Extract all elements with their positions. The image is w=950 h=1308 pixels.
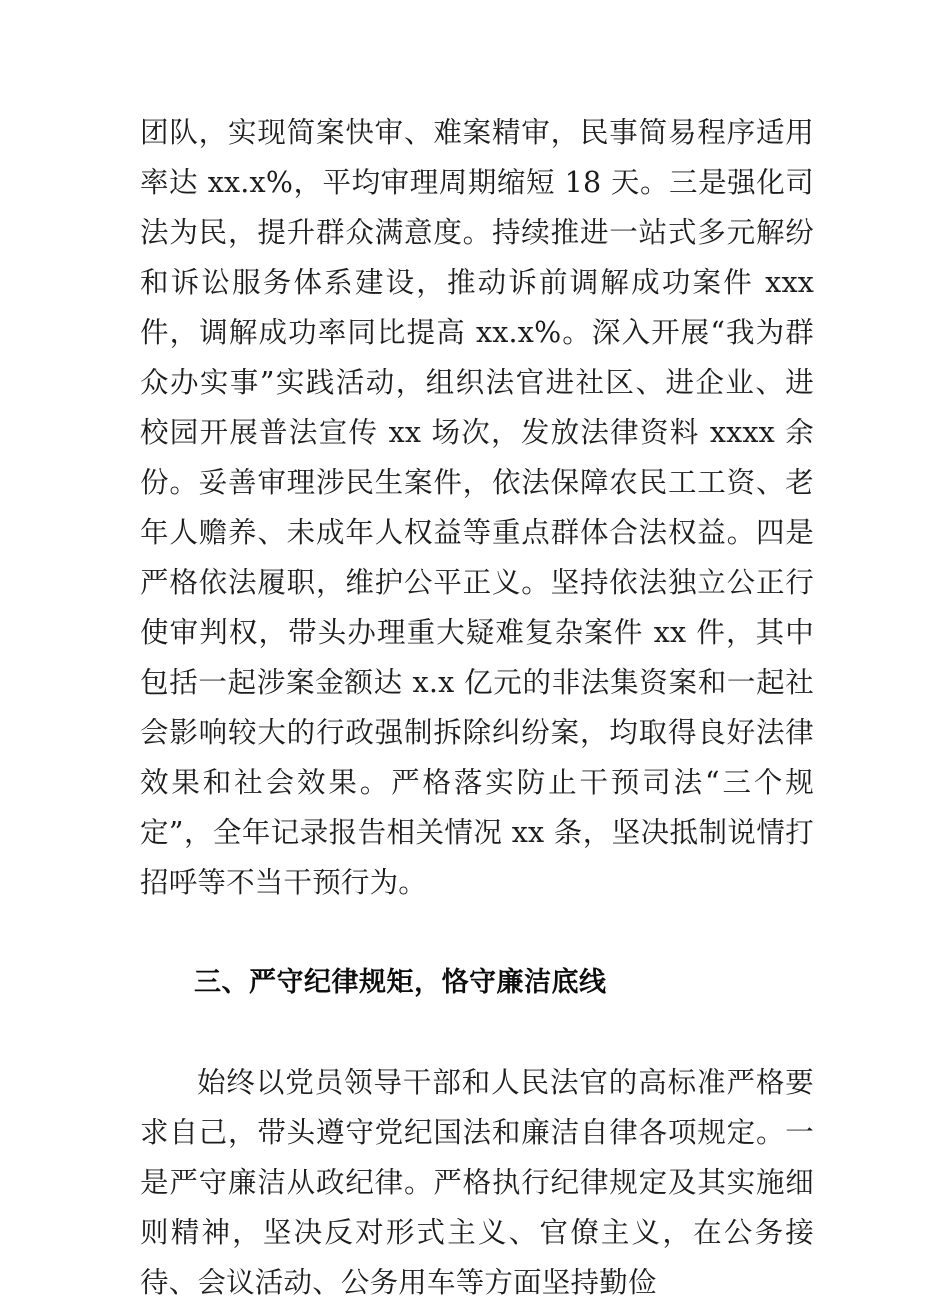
spacer-before-heading bbox=[140, 908, 814, 958]
section-heading-3: 三、严守纪律规矩，恪守廉洁底线 bbox=[194, 967, 607, 998]
body-paragraph-section-3: 始终以党员领导干部和人民法官的高标准严格要求自己，带头遵守党纪国法和廉洁自律各项规定。一是严守廉洁从政纪律。严格执行纪律规定及其实施细则精神，坚决反对形式主义、官僚主义，在公务接待、会议活动、公务用车等方面坚持勤俭 bbox=[140, 1066, 814, 1299]
spacer-after-heading bbox=[140, 1008, 814, 1058]
page-text-body bbox=[140, 108, 814, 1308]
body-paragraph-continued: 团队，实现简案快审、难案精审，民事简易程序适用率达 xx.x%，平均审理周期缩短 18 天。三是强化司法为民，提升群众满意度。持续推进一站式多元解纷和诉讼服务体系建设，推动诉前调解成功案件 xxx 件，调解成功率同比提高 xx.x%。深入开展“我为群众办实事”实践活动，组织法官进社区、进企业、进校园开展普法宣传 xx 场次，发放法律资料 xxxx 余份。妥善审理涉民生案件，依法保障农民工工资、老年人赡养、未成年人权益等重点群体合法权益。四是严格依法履职，维护公平正义。坚持依法独立公正行使审判权，带头办理重大疑难复杂案件 xx 件，其中包括一起涉案金额达 x.x 亿元的非法集资案和一起社会影响较大的行政强制拆除纠纷案，均取得良好法律效果和社会效果。严格落实防止干预司法“三个规定”，全年记录报告相关情况 xx 条，坚决抵制说情打招呼等不当干预行为。 bbox=[140, 116, 814, 899]
